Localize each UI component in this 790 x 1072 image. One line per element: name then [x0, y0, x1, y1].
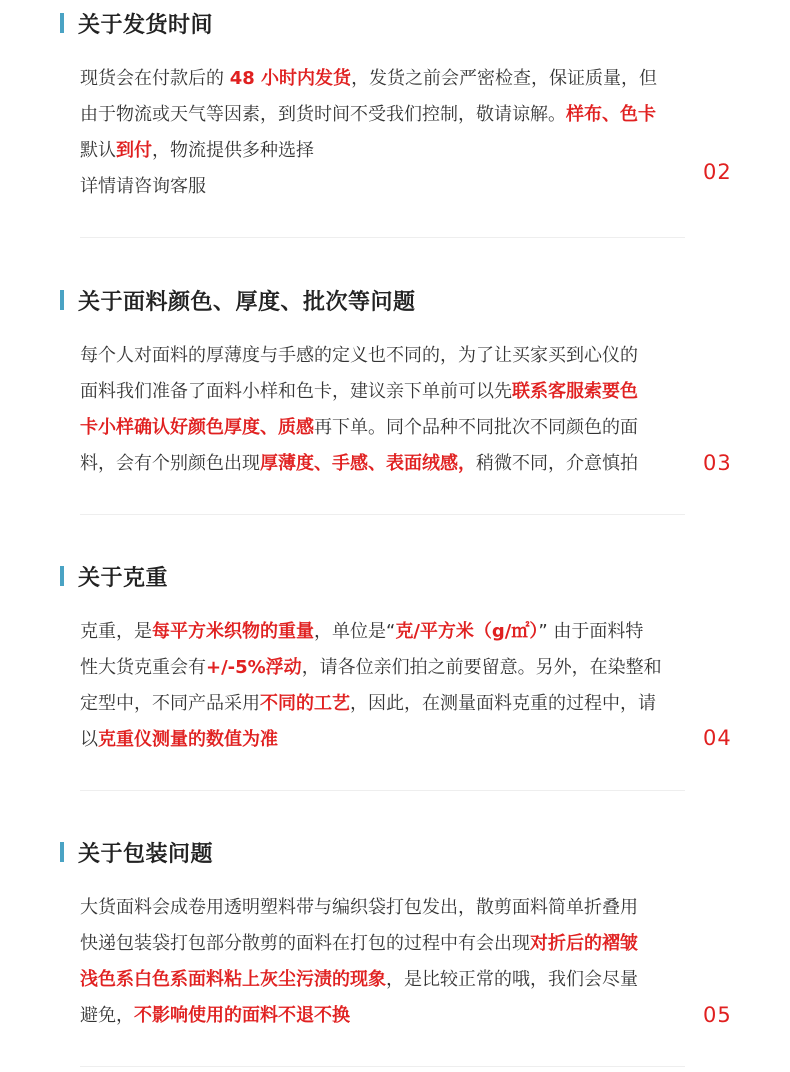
highlight-text: 联系客服索要色 — [512, 381, 638, 402]
body-text: ，单位是“ — [314, 621, 396, 642]
section-number: 05 — [703, 1003, 732, 1027]
divider — [80, 790, 685, 791]
highlight-text: 每平方米织物的重量 — [152, 621, 314, 642]
body-line — [80, 169, 686, 205]
body-line — [80, 614, 686, 650]
accent-bar — [60, 13, 64, 33]
body-line — [80, 686, 686, 722]
highlight-text: 不同的工艺 — [260, 693, 350, 714]
accent-bar — [60, 842, 64, 862]
body-line — [80, 722, 686, 758]
body-text: 以 — [80, 729, 98, 750]
body-line — [80, 97, 686, 133]
body-text: 克重，是 — [80, 621, 152, 642]
highlight-text: 卡小样确认好颜色厚度、质感 — [80, 417, 314, 438]
body-line — [80, 890, 686, 926]
section-title: 关于面料颜色、厚度、批次等问题 — [78, 289, 416, 315]
section-body — [80, 338, 686, 482]
body-line — [80, 650, 686, 686]
body-line — [80, 926, 686, 962]
body-line — [80, 133, 686, 169]
body-text: 料，会有个别颜色出现 — [80, 453, 260, 474]
body-text: ，是比较正常的哦，我们会尽量 — [386, 969, 638, 990]
body-text: 每个人对面料的厚薄度与手感的定义也不同的，为了让买家买到心仪的 — [80, 345, 638, 366]
body-line — [80, 374, 686, 410]
highlight-text: 对折后的褶皱 — [530, 933, 638, 954]
highlight-text: 48 小时内发货 — [229, 68, 352, 89]
highlight-text: 厚薄度、手感、表面绒感， — [260, 453, 476, 474]
highlight-text: 不影响使用的面料不退不换 — [134, 1005, 350, 1026]
highlight-text: 克/平方米（g/㎡） — [395, 621, 539, 642]
body-text: 现货会在付款后的 — [80, 68, 230, 89]
body-text: 定型中，不同产品采用 — [80, 693, 260, 714]
section-title: 关于克重 — [78, 565, 169, 591]
body-text: ，请各位亲们拍之前要留意。另外，在染整和 — [301, 657, 662, 678]
section-number: 02 — [703, 160, 732, 184]
section-heading — [60, 562, 168, 590]
highlight-text: 克重仪测量的数值为准 — [98, 729, 278, 750]
body-text: 稍微不同，介意慎拍 — [476, 453, 638, 474]
accent-bar — [60, 290, 64, 310]
body-text: ，因此，在测量面料克重的过程中，请 — [350, 693, 656, 714]
body-line — [80, 410, 686, 446]
body-text: 默认 — [80, 140, 116, 161]
body-line — [80, 61, 686, 97]
highlight-text: 样布、色卡 — [566, 104, 656, 125]
body-line — [80, 446, 686, 482]
section-heading — [60, 286, 416, 314]
body-text: 再下单。同个品种不同批次不同颜色的面 — [314, 417, 638, 438]
body-text: ，发货之前会严密检查，保证质量，但 — [351, 68, 658, 89]
body-line — [80, 998, 686, 1034]
divider — [80, 237, 685, 238]
highlight-text: +/-5%浮动 — [206, 657, 302, 678]
body-text: 详情请咨询客服 — [80, 176, 206, 197]
body-text: 面料我们准备了面料小样和色卡，建议亲下单前可以先 — [80, 381, 512, 402]
highlight-text: 浅色系白色系面料粘上灰尘污渍的现象 — [80, 969, 386, 990]
section-title: 关于包装问题 — [78, 841, 214, 867]
section-number: 03 — [703, 451, 732, 475]
body-text: 大货面料会成卷用透明塑料带与编织袋打包发出，散剪面料简单折叠用 — [80, 897, 638, 918]
section-number: 04 — [703, 726, 732, 750]
body-text: 性大货克重会有 — [80, 657, 206, 678]
divider — [80, 1066, 685, 1067]
body-text: 由于物流或天气等因素，到货时间不受我们控制，敬请谅解。 — [80, 104, 566, 125]
section-heading — [60, 9, 213, 37]
accent-bar — [60, 566, 64, 586]
section-title: 关于发货时间 — [78, 12, 214, 38]
body-text: ，物流提供多种选择 — [152, 140, 314, 161]
section-body — [80, 890, 686, 1034]
section-heading — [60, 838, 213, 866]
body-text: ” 由于面料特 — [538, 621, 644, 642]
body-text: 避免， — [80, 1005, 134, 1026]
body-line — [80, 338, 686, 374]
body-text: 快递包装袋打包部分散剪的面料在打包的过程中有会出现 — [80, 933, 530, 954]
section-body — [80, 614, 686, 758]
body-line — [80, 962, 686, 998]
section-body — [80, 61, 686, 205]
divider — [80, 514, 685, 515]
highlight-text: 到付 — [116, 140, 152, 161]
